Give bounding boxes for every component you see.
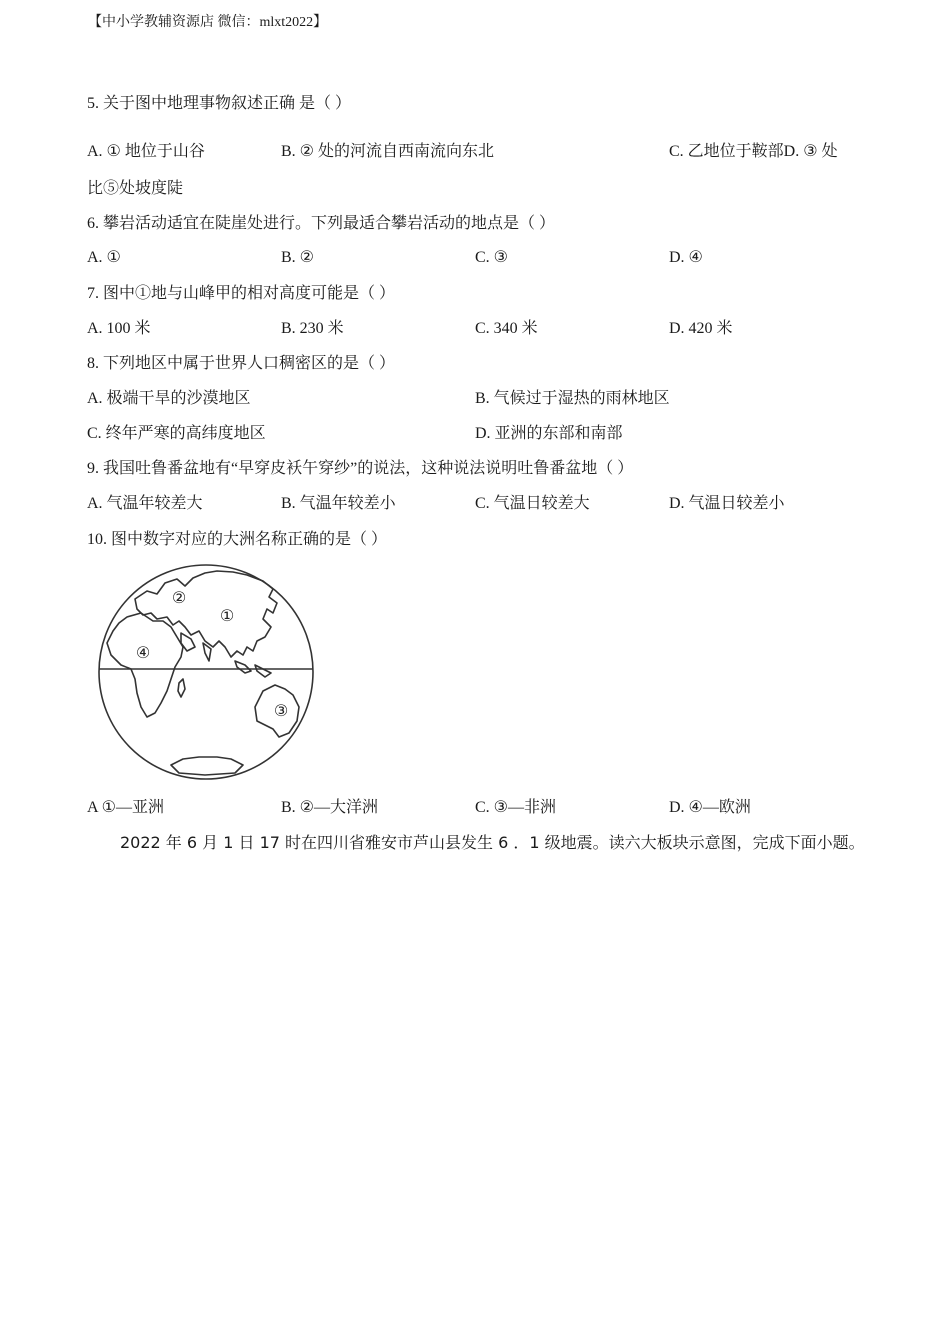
question-5-option-cd[interactable]: C. 乙地位于鞍部D. ③ 处 (669, 143, 838, 160)
question-8-stem: 8. 下列地区中属于世界人口稠密区的是（ ） (87, 355, 396, 372)
header-watermark: 【中小学教辅资源店 微信：mlxt2022】 (88, 15, 328, 30)
question-9-option-b[interactable]: B. 气温年较差小 (281, 495, 396, 512)
globe-outline (99, 565, 313, 779)
section-intro-text: 2022 年 6 月 1 日 17 时在四川省雅安市芦山县发生 6 ．1 级地震。读六大板块示意图，完成下面小题。 (120, 833, 865, 852)
antarctica-outline (171, 757, 243, 775)
question-6-option-b[interactable]: B. ② (281, 249, 315, 266)
question-7-stem: 7. 图中①地与山峰甲的相对高度可能是（ ） (87, 285, 396, 302)
question-9-stem: 9. 我国吐鲁番盆地有“早穿皮袄午穿纱”的说法，这种说法说明吐鲁番盆地（ ） (87, 460, 634, 477)
question-8-option-b[interactable]: B. 气候过于湿热的雨林地区 (475, 390, 670, 407)
question-10-option-c[interactable]: C. ③—非洲 (475, 799, 557, 816)
map-label-2: ② (171, 588, 187, 607)
south-asia-outline (181, 633, 211, 661)
question-7-option-a[interactable]: A. 100 米 (87, 320, 151, 337)
question-10-option-b[interactable]: B. ②—大洋洲 (281, 799, 379, 816)
question-6-option-a[interactable]: A. ① (87, 249, 121, 266)
question-7-option-b[interactable]: B. 230 米 (281, 320, 344, 337)
question-9-option-c[interactable]: C. 气温日较差大 (475, 495, 590, 512)
question-8-option-d[interactable]: D. 亚洲的东部和南部 (475, 425, 623, 442)
question-7-option-d[interactable]: D. 420 米 (669, 320, 733, 337)
question-5-stem: 5. 关于图中地理事物叙述正确 是（ ） (87, 95, 352, 112)
africa-outline (107, 613, 183, 717)
question-10-option-d[interactable]: D. ④—欧洲 (669, 799, 751, 816)
question-6-stem: 6. 攀岩活动适宜在陡崖处进行。下列最适合攀岩活动的地点是（ ） (87, 215, 556, 232)
question-8-option-c[interactable]: C. 终年严寒的高纬度地区 (87, 425, 266, 442)
map-label-4: ④ (135, 643, 151, 662)
question-8-option-a[interactable]: A. 极端干旱的沙漠地区 (87, 390, 251, 407)
question-5-option-d-wrap: 比⑤处坡度陡 (87, 180, 184, 197)
question-5-option-b[interactable]: B. ② 处的河流自西南流向东北 (281, 143, 495, 160)
question-5-option-a[interactable]: A. ① 地位于山谷 (87, 143, 205, 160)
question-9-option-d[interactable]: D. 气温日较差小 (669, 495, 785, 512)
map-label-1: ① (219, 606, 235, 625)
question-10-stem: 10. 图中数字对应的大洲名称正确的是（ ） (87, 531, 388, 548)
question-10-option-a[interactable]: A ①—亚洲 (87, 799, 165, 816)
question-6-option-d[interactable]: D. ④ (669, 249, 703, 266)
question-6-option-c[interactable]: C. ③ (475, 249, 509, 266)
hemisphere-map (95, 561, 317, 783)
question-9-option-a[interactable]: A. 气温年较差大 (87, 495, 203, 512)
question-7-option-c[interactable]: C. 340 米 (475, 320, 538, 337)
madagascar-outline (178, 679, 185, 697)
eurasia-outline (135, 571, 277, 657)
map-label-3: ③ (273, 701, 289, 720)
